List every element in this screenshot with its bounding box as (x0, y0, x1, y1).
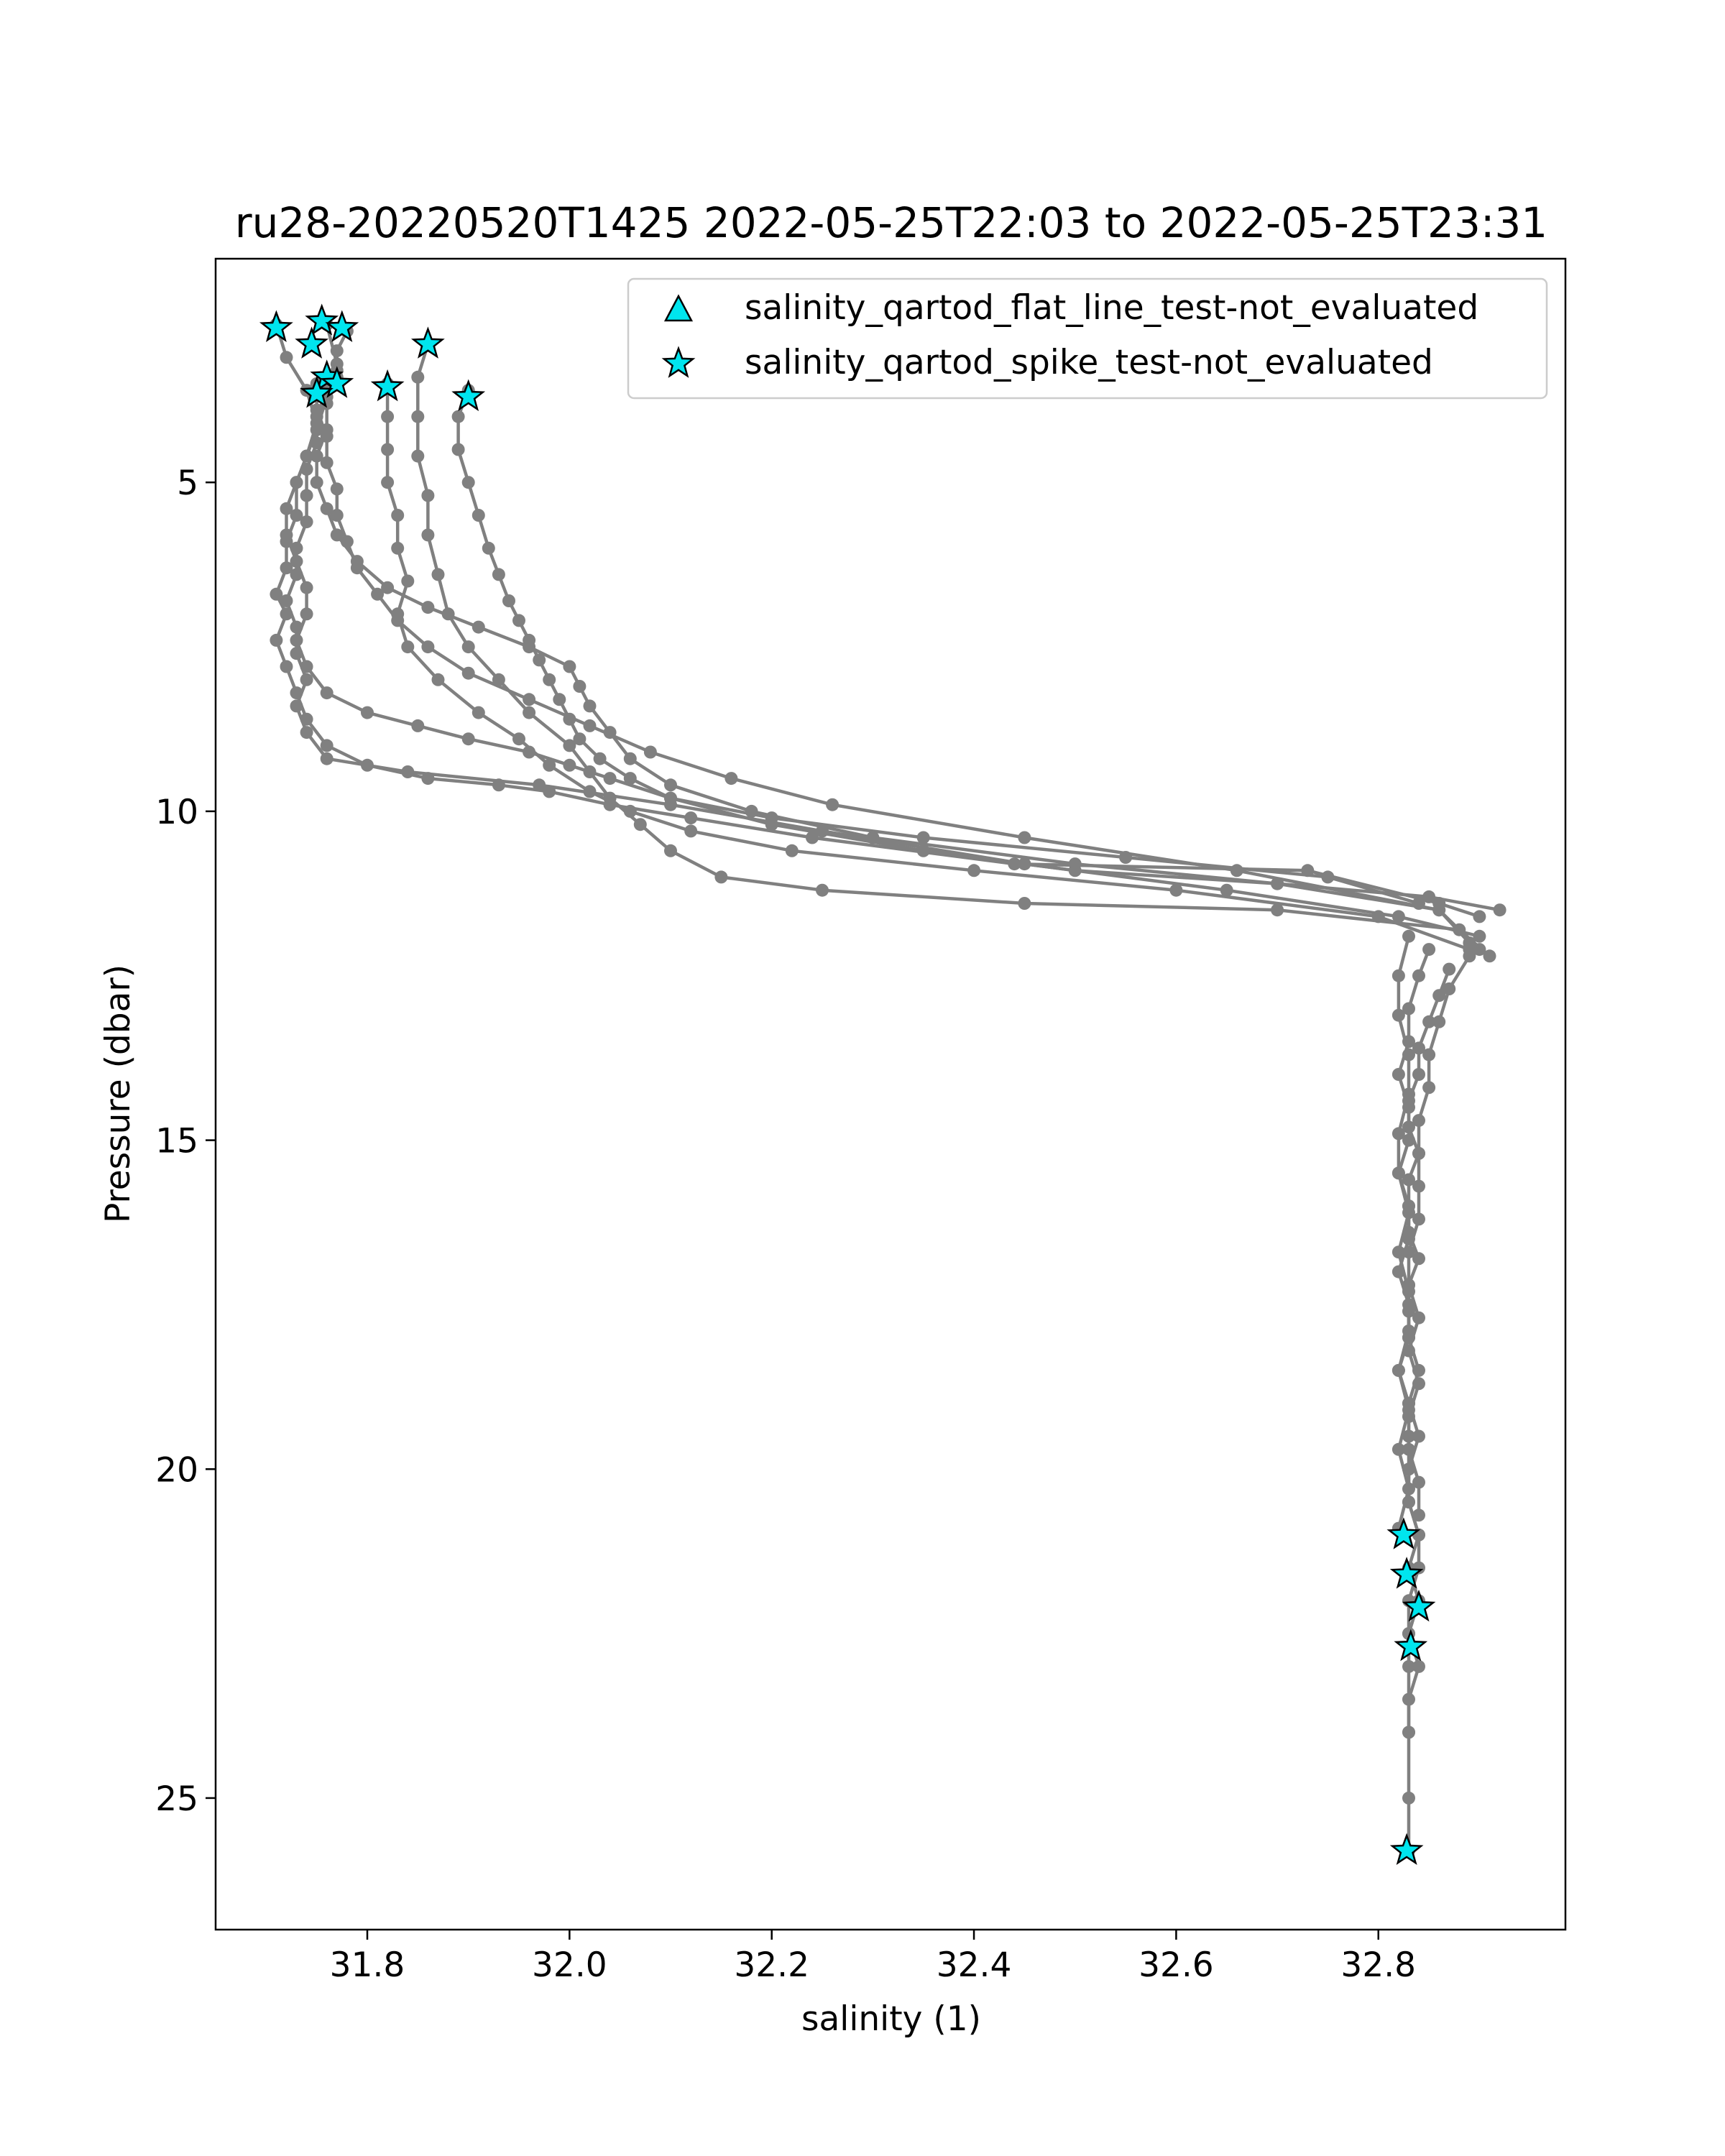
profile-point (310, 476, 323, 489)
profile-point (300, 607, 313, 620)
profile-point (321, 456, 334, 469)
profile-point (1392, 1127, 1405, 1140)
profile-point (553, 693, 566, 706)
profile-point (1402, 1088, 1415, 1101)
profile-point (421, 601, 434, 614)
profile-point (472, 621, 485, 634)
x-tick-label: 32.0 (532, 1945, 607, 1985)
profile-point (724, 772, 737, 785)
profile-point (624, 805, 637, 818)
profile-point (816, 884, 829, 897)
profile-point (1463, 949, 1476, 962)
profile-point (573, 732, 586, 745)
profile-point (1432, 903, 1445, 916)
profile-point (816, 824, 829, 837)
profile-point (714, 870, 727, 883)
profile-point (1422, 943, 1435, 956)
x-tick-label: 32.4 (936, 1945, 1012, 1985)
profile-point (584, 719, 597, 732)
profile-point (411, 371, 424, 384)
profile-point (411, 410, 424, 423)
profile-point (280, 502, 293, 515)
profile-point (321, 430, 334, 443)
profile-point (290, 476, 303, 489)
profile-point (300, 489, 313, 502)
profile-point (1392, 910, 1405, 923)
profile-point (401, 765, 414, 778)
profile-point (432, 673, 445, 686)
y-tick-label: 15 (155, 1121, 198, 1161)
chart-title: ru28-20220520T1425 2022-05-25T22:03 to 2022-05-25T23:31 (234, 198, 1548, 247)
profile-point (634, 818, 647, 831)
profile-point (1402, 1792, 1415, 1805)
profile-point (917, 831, 930, 844)
profile-point (381, 443, 394, 456)
x-tick-label: 32.2 (734, 1945, 810, 1985)
profile-point (1494, 903, 1506, 916)
y-axis-label: Pressure (dbar) (98, 964, 138, 1224)
profile-point (1230, 864, 1243, 877)
x-tick-label: 32.6 (1138, 1945, 1214, 1985)
profile-point (1402, 1483, 1415, 1496)
profile-point (462, 732, 475, 745)
profile-point (452, 443, 465, 456)
profile-point (401, 640, 414, 653)
profile-point (482, 542, 495, 555)
legend-label-spike: salinity_qartod_spike_test-not_evaluated (745, 343, 1433, 382)
profile-point (300, 581, 313, 594)
profile-point (1402, 1325, 1415, 1337)
y-tick-label: 25 (155, 1779, 198, 1819)
profile-point (563, 759, 576, 772)
profile-point (664, 798, 677, 811)
profile-point (523, 634, 535, 647)
profile-point (290, 647, 303, 660)
profile-point (290, 621, 303, 634)
profile-point (664, 844, 677, 857)
profile-point (300, 673, 313, 686)
profile-point (300, 726, 313, 739)
profile-point (432, 568, 445, 581)
profile-point (321, 739, 334, 752)
profile-point (1392, 1009, 1405, 1022)
profile-point (1412, 969, 1425, 982)
profile-point (371, 588, 384, 601)
profile-point (1402, 1206, 1415, 1219)
profile-point (411, 719, 424, 732)
profile-point (543, 673, 556, 686)
profile-point (624, 772, 637, 785)
profile-point (684, 824, 697, 837)
profile-point (452, 410, 465, 423)
profile-point (1412, 1508, 1425, 1521)
profile-point (1443, 963, 1455, 976)
profile-point (1402, 1049, 1415, 1061)
profile-point (1443, 982, 1455, 995)
profile-point (584, 765, 597, 778)
profile-point (290, 699, 303, 712)
profile-point (1018, 831, 1031, 844)
profile-point (523, 693, 535, 706)
profile-point (321, 686, 334, 699)
profile-point (967, 864, 980, 877)
y-tick-label: 10 (155, 792, 198, 832)
profile-point (573, 680, 586, 693)
profile-point (1018, 857, 1031, 870)
profile-point (1412, 1312, 1425, 1325)
profile-point (421, 528, 434, 541)
legend-label-flat-line: salinity_qartod_flat_line_test-not_evaluated (745, 288, 1479, 328)
profile-point (391, 614, 404, 627)
x-axis-label: salinity (1) (801, 1999, 982, 2039)
profile-point (331, 482, 344, 495)
legend (628, 279, 1547, 398)
profile-point (1392, 1068, 1405, 1081)
profile-point (1412, 1068, 1425, 1081)
profile-point (290, 568, 303, 581)
profile-point (1412, 1147, 1425, 1160)
profile-point (492, 568, 505, 581)
profile-point (462, 476, 475, 489)
profile-point (684, 811, 697, 824)
profile-point (533, 653, 546, 666)
profile-point (1412, 1114, 1425, 1127)
profile-point (1473, 930, 1486, 943)
x-tick-label: 32.8 (1340, 1945, 1417, 1985)
profile-point (300, 515, 313, 528)
profile-point (391, 542, 404, 555)
profile-point (1402, 1404, 1415, 1416)
profile-point (664, 778, 677, 791)
profile-point (1220, 884, 1233, 897)
profile-point (1392, 969, 1405, 982)
profile-point (1392, 1245, 1405, 1258)
profile-point (351, 561, 364, 574)
profile-point (1402, 1660, 1415, 1673)
profile-point (462, 667, 475, 680)
y-tick-label: 20 (155, 1450, 198, 1491)
profile-point (280, 351, 293, 364)
profile-point (310, 404, 323, 417)
profile-point (1422, 1081, 1435, 1094)
profile-point (1392, 1364, 1405, 1377)
profile-point (300, 463, 313, 476)
profile-point (280, 660, 293, 673)
profile-point (512, 614, 525, 627)
profile-point (472, 706, 485, 719)
profile-point (512, 732, 525, 745)
profile-point (391, 509, 404, 522)
profile-point (1392, 1443, 1405, 1456)
profile-point (533, 778, 546, 791)
profile-point (331, 509, 344, 522)
profile-point (523, 706, 535, 719)
profile-point (786, 844, 799, 857)
profile-point (584, 699, 597, 712)
profile-point (381, 476, 394, 489)
profile-point (1018, 897, 1031, 910)
profile-point (1412, 1180, 1425, 1193)
profile-point (290, 542, 303, 555)
profile-point (644, 746, 657, 759)
profile-point (280, 528, 293, 541)
profile-point (472, 509, 485, 522)
profile-point (421, 640, 434, 653)
x-tick-label: 31.8 (329, 1945, 405, 1985)
profile-point (1473, 910, 1486, 923)
y-tick-label: 5 (177, 464, 198, 504)
profile-point (1432, 1015, 1445, 1028)
profile-point (462, 640, 475, 653)
profile-point (1392, 1166, 1405, 1179)
profile-point (826, 798, 839, 811)
profile-point (442, 607, 455, 620)
profile-point (1402, 1285, 1415, 1298)
profile-point (361, 706, 374, 719)
profile-point (502, 594, 515, 607)
profile-point (1412, 1430, 1425, 1443)
profile-point (543, 759, 556, 772)
profile-point (594, 752, 607, 765)
profile-point (1402, 930, 1415, 943)
profile-point (1412, 1377, 1425, 1390)
profile-point (421, 489, 434, 502)
profile-point (563, 660, 576, 673)
profile-point (1321, 870, 1334, 883)
profile-point (280, 594, 293, 607)
profile-point (270, 634, 282, 647)
profile-point (604, 772, 617, 785)
profile-point (381, 410, 394, 423)
profile-point (411, 450, 424, 463)
profile-point (321, 752, 334, 765)
profile-point (1402, 1726, 1415, 1738)
profile-point (401, 575, 414, 588)
profile-point (1422, 1049, 1435, 1061)
profile-point (341, 535, 354, 548)
profile-point (331, 344, 344, 357)
profile-point (624, 752, 637, 765)
